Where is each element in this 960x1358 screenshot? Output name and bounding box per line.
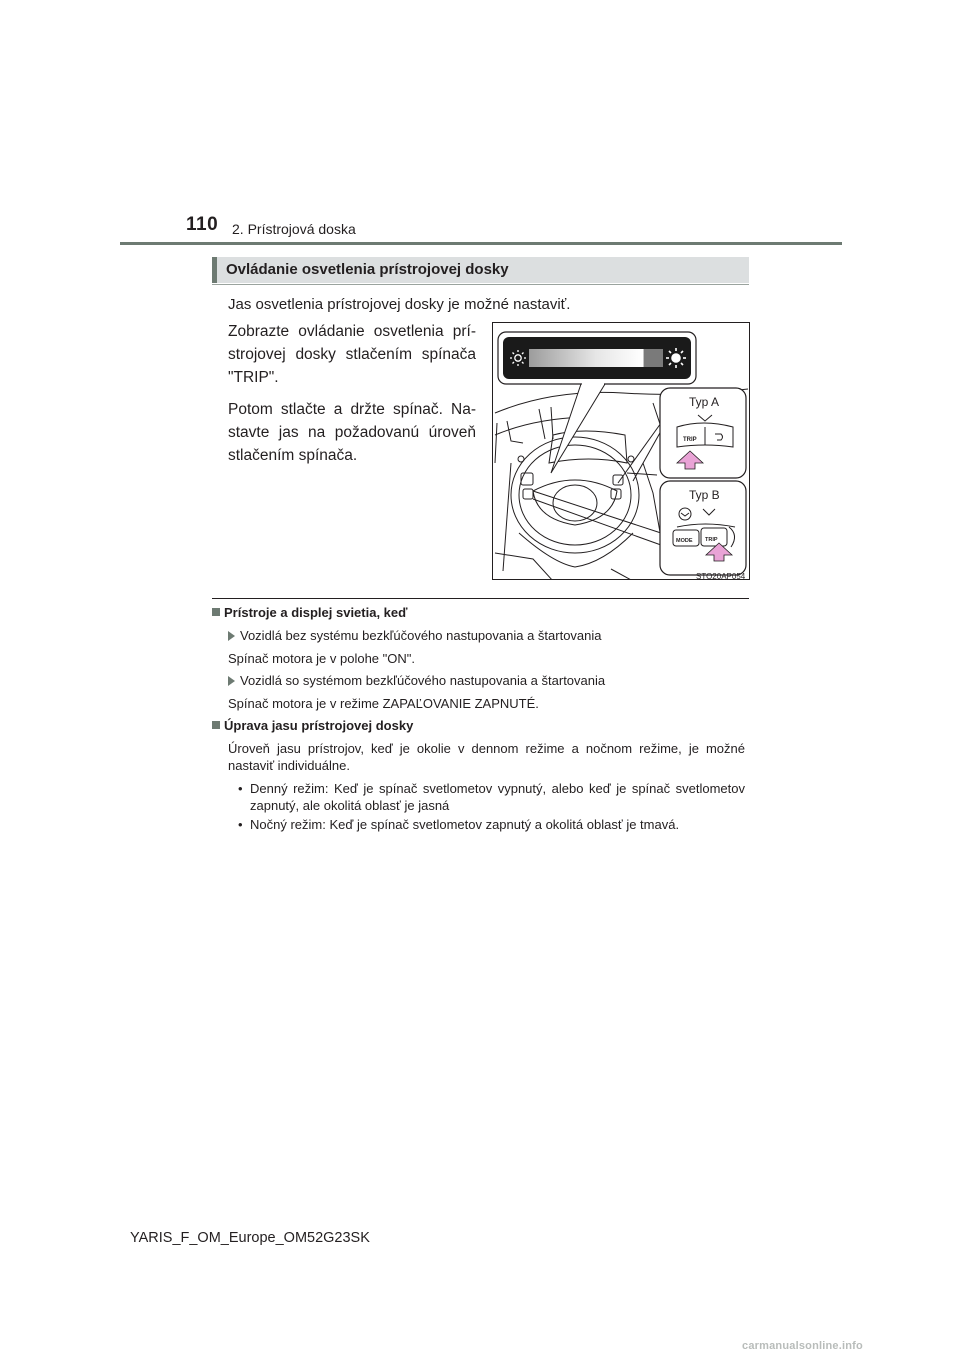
figure-code: STO20AP054 bbox=[696, 572, 746, 580]
body-line-2: Spínač motora je v režime ZAPAĽOVANIE ZAPNUTÉ. bbox=[228, 696, 539, 711]
body-line-1: Spínač motora je v polohe "ON". bbox=[228, 651, 415, 666]
type-a-label: Typ A bbox=[689, 395, 720, 409]
sub-item-1 bbox=[228, 628, 602, 643]
bullet-night-mode bbox=[238, 816, 745, 833]
bullet-day-mode bbox=[238, 780, 745, 814]
mode-label: MODE bbox=[676, 538, 693, 544]
type-b-label: Typ B bbox=[689, 488, 720, 502]
bullet-text: Nočný režim: Keď je spínač svetlometov zapnutý a okolitá oblasť je tmavá. bbox=[250, 817, 680, 832]
note-heading-2 bbox=[212, 718, 413, 733]
bullet-dot: • bbox=[238, 817, 243, 832]
instruction-step-2: Potom stlačte a držte spínač. Na-stavte jas na požadovanú úroveň stlačením spínača. bbox=[228, 401, 476, 464]
notes-rule bbox=[212, 598, 749, 599]
sub-item-2 bbox=[228, 673, 605, 688]
dashboard-drawing bbox=[493, 323, 750, 580]
note-heading-1 bbox=[212, 605, 408, 620]
trip-label-b: TRIP bbox=[705, 537, 718, 543]
section-accent bbox=[212, 257, 217, 283]
square-bullet-icon bbox=[212, 721, 220, 729]
header-rule bbox=[120, 242, 842, 245]
note-heading-text: Úprava jasu prístrojovej dosky bbox=[224, 718, 414, 733]
section-underline bbox=[212, 284, 749, 285]
sub-item-text: Vozidlá bez systému bezkľúčového nastupovania a štartovania bbox=[240, 628, 602, 643]
bullet-text: Denný režim: Keď je spínač svetlometov vypnutý, alebo keď je spínač svetlometov zapnutý, ale okolitá oblasť je jasná bbox=[250, 781, 745, 813]
note-paragraph: Úroveň jasu prístrojov, keď je okolie v dennom režime a nočnom režime, je možné nastaviť individuálne. bbox=[228, 741, 745, 773]
footer-doc-code: YARIS_F_OM_Europe_OM52G23SK bbox=[130, 1230, 370, 1246]
chapter-title: 2. Prístrojová doska bbox=[232, 221, 356, 237]
instructions bbox=[228, 320, 476, 476]
watermark: carmanualsonline.info bbox=[742, 1340, 863, 1352]
sub-item-text: Vozidlá so systémom bezkľúčového nastupovania a štartovania bbox=[240, 673, 606, 688]
brightness-level-bar bbox=[529, 349, 663, 367]
section-title: Ovládanie osvetlenia prístrojovej dosky bbox=[226, 261, 509, 278]
bullet-dot: • bbox=[238, 781, 243, 796]
triangle-bullet-icon bbox=[228, 676, 235, 686]
instruction-step-1: Zobrazte ovládanie osvetlenia prí-strojovej dosky stlačením spínača "TRIP". bbox=[228, 323, 476, 386]
triangle-bullet-icon bbox=[228, 631, 235, 641]
section-title-bar bbox=[212, 257, 749, 283]
dashboard-illustration bbox=[492, 322, 750, 580]
trip-label-a: TRIP bbox=[683, 437, 697, 443]
intro-text: Jas osvetlenia prístrojovej dosky je možné nastaviť. bbox=[228, 296, 571, 313]
square-bullet-icon bbox=[212, 608, 220, 616]
page-number: 110 bbox=[186, 214, 219, 235]
brightness-high-icon bbox=[666, 348, 686, 368]
note-heading-text: Prístroje a displej svietia, keď bbox=[224, 605, 408, 620]
